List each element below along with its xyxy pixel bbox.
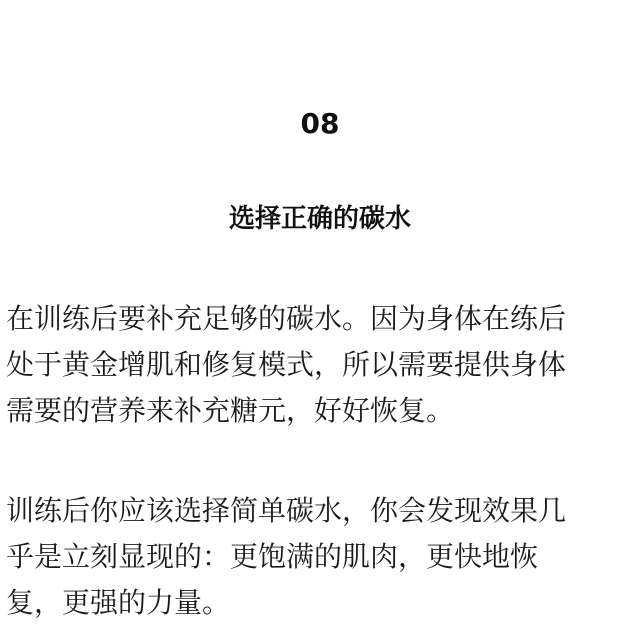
paragraph-1 bbox=[6, 296, 636, 434]
paragraph-2 bbox=[6, 488, 636, 626]
paragraph-line: 复，更强的力量。 bbox=[6, 586, 231, 619]
paragraph-line: 需要的营养来补充糖元，好好恢复。 bbox=[6, 394, 455, 427]
paragraph-line: 训练后你应该选择简单碳水，你会发现效果几 bbox=[6, 494, 567, 527]
paragraph-line: 处于黄金增肌和修复模式，所以需要提供身体 bbox=[6, 348, 567, 381]
paragraph-line: 乎是立刻显现的：更饱满的肌肉，更快地恢 bbox=[6, 540, 539, 573]
paragraph-line: 在训练后要补充足够的碳水。因为身体在练后 bbox=[6, 302, 567, 335]
section-number: 08 bbox=[300, 107, 340, 140]
section-title: 选择正确的碳水 bbox=[228, 204, 411, 234]
